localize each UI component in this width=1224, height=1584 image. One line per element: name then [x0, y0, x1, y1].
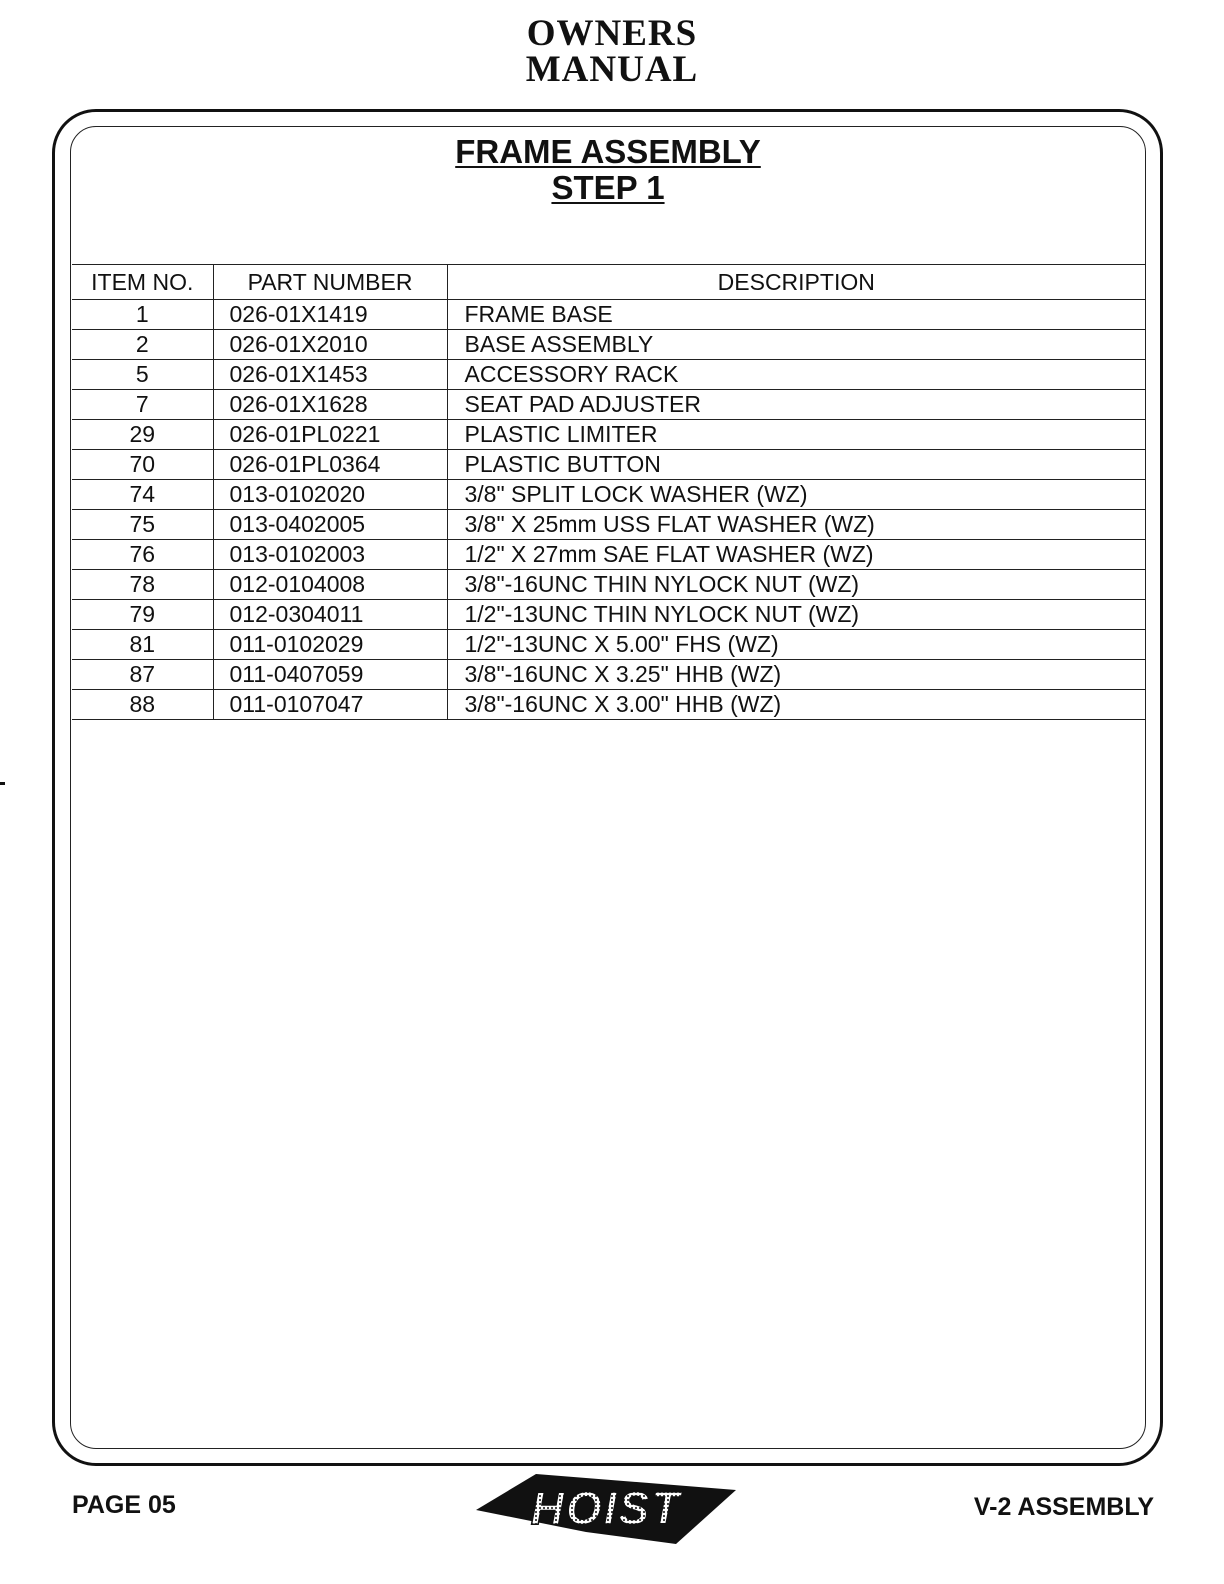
part-number-cell: 026-01PL0221: [213, 420, 447, 450]
page-number: PAGE 05: [72, 1491, 176, 1519]
description-cell: 1/2"-13UNC X 5.00" FHS (WZ): [447, 630, 1145, 660]
description-cell: 1/2" X 27mm SAE FLAT WASHER (WZ): [447, 540, 1145, 570]
table-header-row: [72, 265, 1145, 300]
table-row: [72, 600, 1145, 630]
item-no-cell: 2: [72, 330, 213, 360]
hoist-logo: [466, 1470, 746, 1548]
item-no-cell: 79: [72, 600, 213, 630]
description-cell: 3/8"-16UNC X 3.00" HHB (WZ): [447, 690, 1145, 720]
column-header-part-number: PART NUMBER: [213, 265, 447, 300]
table-row: [72, 540, 1145, 570]
section-label: V-2 ASSEMBLY: [973, 1493, 1154, 1521]
item-no-cell: 29: [72, 420, 213, 450]
parts-table-body: [72, 300, 1145, 720]
part-number-cell: 026-01X2010: [213, 330, 447, 360]
part-number-cell: 011-0407059: [213, 660, 447, 690]
table-row: [72, 570, 1145, 600]
item-no-cell: 75: [72, 510, 213, 540]
item-no-cell: 1: [72, 300, 213, 330]
item-no-cell: 5: [72, 360, 213, 390]
section-title-line-1: FRAME ASSEMBLY: [455, 133, 761, 170]
description-cell: SEAT PAD ADJUSTER: [447, 390, 1145, 420]
description-cell: 3/8" X 25mm USS FLAT WASHER (WZ): [447, 510, 1145, 540]
part-number-cell: 012-0104008: [213, 570, 447, 600]
table-row: [72, 330, 1145, 360]
table-row: [72, 390, 1145, 420]
part-number-cell: 012-0304011: [213, 600, 447, 630]
part-number-cell: 011-0107047: [213, 690, 447, 720]
part-number-cell: 013-0402005: [213, 510, 447, 540]
description-cell: BASE ASSEMBLY: [447, 330, 1145, 360]
description-cell: FRAME BASE: [447, 300, 1145, 330]
item-no-cell: 70: [72, 450, 213, 480]
table-row: [72, 300, 1145, 330]
description-cell: 3/8"-16UNC THIN NYLOCK NUT (WZ): [447, 570, 1145, 600]
header-line-1: OWNERS: [526, 13, 698, 54]
item-no-cell: 7: [72, 390, 213, 420]
logo-wordmark: HOIST: [530, 1482, 682, 1534]
part-number-cell: 026-01X1419: [213, 300, 447, 330]
description-cell: 3/8" SPLIT LOCK WASHER (WZ): [447, 480, 1145, 510]
table-row: [72, 360, 1145, 390]
description-cell: ACCESSORY RACK: [447, 360, 1145, 390]
part-number-cell: 026-01X1453: [213, 360, 447, 390]
item-no-cell: 88: [72, 690, 213, 720]
manual-header: [0, 13, 1224, 90]
description-cell: 1/2"-13UNC THIN NYLOCK NUT (WZ): [447, 600, 1145, 630]
header-line-2: MANUAL: [525, 49, 699, 90]
section-title-line-2: STEP 1: [551, 169, 665, 206]
part-number-cell: 026-01X1628: [213, 390, 447, 420]
section-title: [70, 134, 1146, 206]
item-no-cell: 87: [72, 660, 213, 690]
table-row: [72, 420, 1145, 450]
description-cell: PLASTIC LIMITER: [447, 420, 1145, 450]
table-row: [72, 510, 1145, 540]
description-cell: 3/8"-16UNC X 3.25" HHB (WZ): [447, 660, 1145, 690]
table-row: [72, 480, 1145, 510]
table-row: [72, 450, 1145, 480]
table-row: [72, 690, 1145, 720]
item-no-cell: 74: [72, 480, 213, 510]
part-number-cell: 013-0102020: [213, 480, 447, 510]
part-number-cell: 013-0102003: [213, 540, 447, 570]
description-cell: PLASTIC BUTTON: [447, 450, 1145, 480]
table-row: [72, 660, 1145, 690]
item-no-cell: 81: [72, 630, 213, 660]
column-header-item-no: ITEM NO.: [72, 265, 213, 300]
item-no-cell: 78: [72, 570, 213, 600]
parts-table: [72, 264, 1145, 720]
column-header-description: DESCRIPTION: [447, 265, 1145, 300]
part-number-cell: 026-01PL0364: [213, 450, 447, 480]
part-number-cell: 011-0102029: [213, 630, 447, 660]
table-row: [72, 630, 1145, 660]
margin-mark: [0, 782, 5, 785]
item-no-cell: 76: [72, 540, 213, 570]
